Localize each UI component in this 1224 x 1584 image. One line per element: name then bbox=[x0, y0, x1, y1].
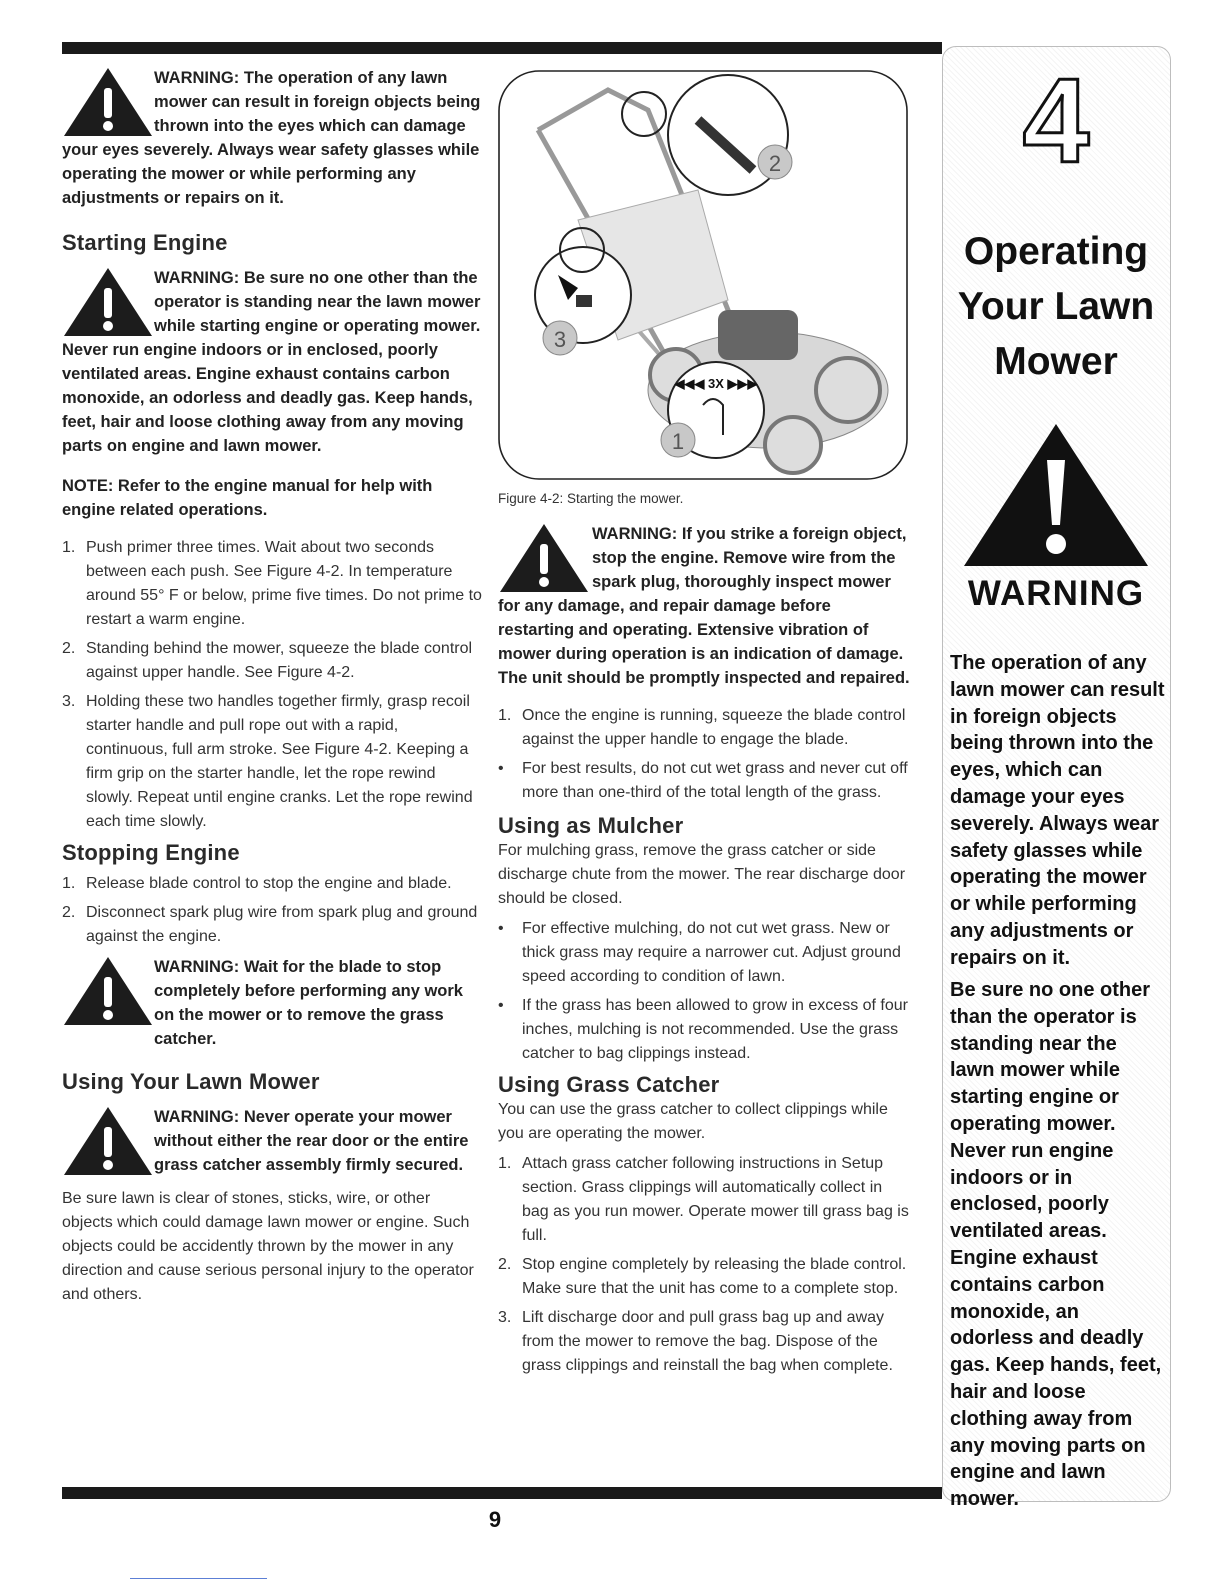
warning-block-blade-stop bbox=[62, 955, 482, 1051]
middle-column bbox=[498, 70, 910, 1378]
chapter-number bbox=[1008, 62, 1104, 174]
sidebar-warning-eyes: The operation of any lawn mower can result in foreign objects being thrown into the eyes, which can damage your eyes severely. Always wear safety glasses while operating the mower or while performing any adjustments or repairs on it. bbox=[950, 652, 1165, 969]
bottom-rule bbox=[62, 1487, 942, 1499]
list-item: • If the grass has been allowed to grow in excess of four inches, mulching is not recommended. Use the grass catcher to bag clippings instead. bbox=[498, 997, 908, 1062]
list-item: • For effective mulching, do not cut wet grass. New or thick grass may require a narrower cut. Adjust ground speed according to condition of lawn. bbox=[498, 920, 901, 985]
list-item: 1. Once the engine is running, squeeze the blade control against the upper handle to engage the blade. bbox=[498, 707, 906, 748]
warning-triangle-icon bbox=[960, 420, 1152, 570]
list-item: 1. Attach grass catcher following instructions in Setup section. Grass clippings will automatically collect in bag as you run mower. Operate mower till grass bag is full. bbox=[498, 1155, 909, 1244]
sidebar-warning-label: WARNING bbox=[967, 574, 1145, 613]
warning-text: WARNING: Never operate your mower without either the rear door or the entire grass catcher assembly firmly secured. bbox=[154, 1108, 469, 1174]
sidebar-warning-bystanders: Be sure no one other than the operator is standing near the lawn mower while starting engine or operating mower. Never run engine indoors or in enclosed, poorly ventilated areas. Engine exhaust contains carbon monoxide, an odorless and deadly gas. Keep hands, feet, hair and loose clothing away from any moving parts on engine and lawn mower. bbox=[950, 979, 1162, 1511]
callout-3: 3 bbox=[553, 327, 567, 352]
starting-steps bbox=[62, 536, 482, 834]
list-item: 3. Holding these two handles together firmly, grasp recoil starter handle and pull rope out with a rapid, continuous, full arm stroke. See Figure 4-2. Keeping a firm grip on the starter handle, let the rope rewind slowly. Repeat until engine cranks. Let the rope rewind each time slowly. bbox=[62, 693, 473, 830]
list-item: 1. Release blade control to stop the engine and blade. bbox=[62, 875, 452, 892]
warning-triangle-icon bbox=[62, 66, 154, 138]
list-item: 1. Push primer three times. Wait about two seconds between each push. See Figure 4-2. In temperature around 55° F or below, prime five times. Do not prime to restart a warm engine. bbox=[62, 539, 482, 628]
paragraph-mulcher: For mulching grass, remove the grass catcher or side discharge chute from the mower. The rear discharge door should be closed. bbox=[498, 842, 906, 907]
warning-triangle-icon bbox=[498, 522, 590, 594]
warning-text: WARNING: Wait for the blade to stop completely before performing any work on the mower or to remove the grass catcher. bbox=[154, 958, 463, 1048]
figure-starting-mower bbox=[498, 70, 910, 484]
heading-mulcher: Using as Mulcher bbox=[498, 813, 684, 838]
warning-text: WARNING: Be sure no one other than the operator is standing near the lawn mower while starting engine or operating mower. Never run engine indoors or in enclosed, poorly ventilated areas. Engine exhaust contains carbon monoxide, an odorless and deadly gas. Keep hands, feet, hair and loose clothing away from any moving parts on engine and lawn mower. bbox=[62, 269, 481, 455]
page-number: 9 bbox=[488, 1507, 502, 1532]
heading-using-mower: Using Your Lawn Mower bbox=[62, 1069, 320, 1094]
paragraph-grass-catcher: You can use the grass catcher to collect clippings while you are operating the mower. bbox=[498, 1101, 888, 1142]
heading-stopping-engine: Stopping Engine bbox=[62, 840, 240, 865]
warning-triangle-icon bbox=[62, 955, 154, 1027]
callout-1: 1 bbox=[671, 429, 685, 454]
svg-text:4: 4 bbox=[1022, 62, 1090, 174]
running-items bbox=[498, 704, 910, 805]
list-item: • For best results, do not cut wet grass and never cut off more than one-third of the total length of the grass. bbox=[498, 760, 908, 801]
note-engine-manual: NOTE: Refer to the engine manual for help with engine related operations. bbox=[62, 477, 433, 519]
warning-block-rear-door bbox=[62, 1105, 482, 1177]
top-rule bbox=[62, 42, 942, 54]
warning-block-bystanders bbox=[62, 266, 482, 458]
chapter-title: Operating Your Lawn Mower bbox=[957, 230, 1155, 383]
heading-grass-catcher: Using Grass Catcher bbox=[498, 1072, 720, 1097]
list-item: 2. Stop engine completely by releasing the blade control. Make sure that the unit has come to a complete stop. bbox=[498, 1256, 907, 1297]
heading-starting-engine: Starting Engine bbox=[62, 230, 228, 255]
warning-triangle-icon bbox=[62, 1105, 154, 1177]
warning-triangle-icon bbox=[62, 266, 154, 338]
link-underline bbox=[130, 1578, 267, 1579]
catcher-steps bbox=[498, 1152, 910, 1378]
list-item: 2. Standing behind the mower, squeeze the blade control against upper handle. See Figure 4-2. bbox=[62, 640, 473, 681]
mulcher-bullets bbox=[498, 917, 910, 1066]
left-column bbox=[62, 66, 482, 1307]
engine-shape bbox=[718, 310, 798, 360]
list-item: 2. Disconnect spark plug wire from spark plug and ground against the engine. bbox=[62, 904, 478, 945]
stopping-steps bbox=[62, 872, 482, 949]
figure-caption: Figure 4-2: Starting the mower. bbox=[498, 491, 684, 506]
paragraph-clear-lawn: Be sure lawn is clear of stones, sticks, wire, or other objects which could damage lawn mower or engine. Such objects could be accidently thrown by the mower in any direction and cause serious personal injury to the operator and others. bbox=[62, 1190, 474, 1303]
prime-label: ◀◀◀ 3X ▶▶▶ bbox=[674, 376, 758, 391]
warning-block-eyes bbox=[62, 66, 482, 210]
warning-block-foreign-object bbox=[498, 522, 910, 690]
callout-2: 2 bbox=[768, 151, 782, 176]
list-item: 3. Lift discharge door and pull grass bag up and away from the mower to remove the bag. Dispose of the grass clippings and reinstall the bag when complete. bbox=[498, 1309, 893, 1374]
warning-text: WARNING: If you strike a foreign object, stop the engine. Remove wire from the spark plug, thoroughly inspect mower for any damage, and repair damage before restarting and operating. Extensive vibration of mower during operation is an indication of damage. The unit should be promptly inspected and repaired. bbox=[498, 525, 910, 687]
warning-text: WARNING: The operation of any lawn mower can result in foreign objects being thrown into the eyes which can damage your eyes severely. Always wear safety glasses while operating the mower or while performing any adjustments or repairs on it. bbox=[62, 69, 481, 207]
